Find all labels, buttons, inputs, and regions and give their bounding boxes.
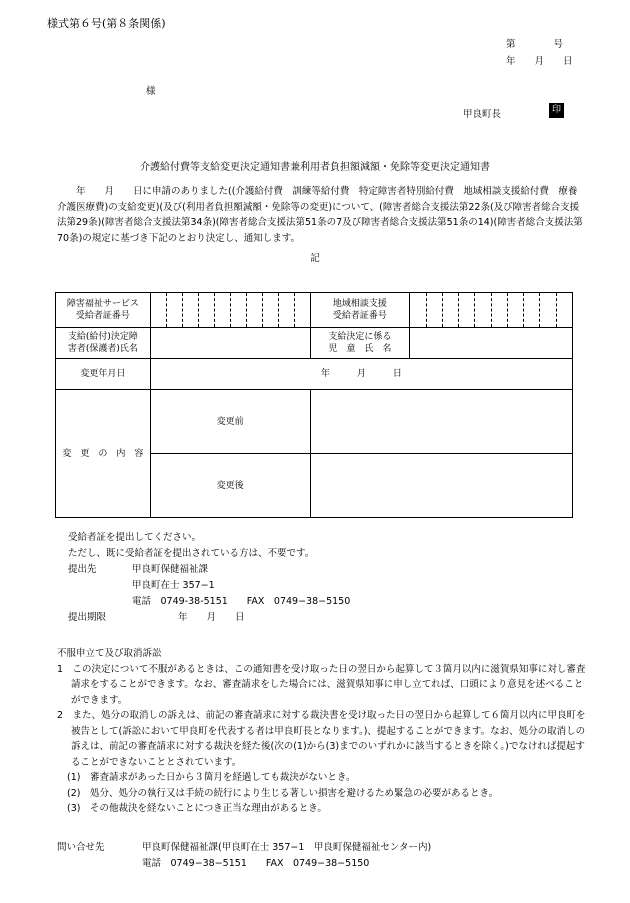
contact-section xyxy=(57,840,431,872)
submit-phone: 電話 0749-38-5151 FAX 0749−38−5150 xyxy=(132,596,351,607)
appeal-item-1: (1) 審査請求があった日から３箇月を経過しても裁決がないとき。 xyxy=(67,772,356,783)
submit-to-label: 提出先 xyxy=(68,564,97,575)
contact-label: 問い合せ先 xyxy=(57,842,105,853)
deadline-value: 年 月 日 xyxy=(178,612,245,623)
body-paragraph: 年 月 日に申請のありました((介護給付費 訓練等給付費 特定障害者特別給付費 地域相談支援給付費 療養介護医療費)の支給変更)(及び(利用者負担額減額・免除等の変更)について、(障害者総合支援法第22条(及び障害者総合支援法第29条)(障害者総合支援法第34条)(障害者総合支援法第51条の7及び障害者総合支援法第51条の14)(障害者総合支援法第70条)の規定に基づき下記のとおり決定し、通知します。 xyxy=(57,186,583,244)
addressee-suffix: 様 xyxy=(146,86,156,97)
change-after-label: 変更後 xyxy=(150,454,310,518)
contact-phone: 電話 0749−38−5151 FAX 0749−38−5150 xyxy=(142,858,370,869)
regional-number-boxes[interactable] xyxy=(410,293,573,328)
beneficiary-name-field[interactable] xyxy=(150,328,310,359)
change-after-field[interactable] xyxy=(310,454,573,518)
child-name-label: 支給決定に係る 児 童 氏 名 xyxy=(310,328,410,359)
ki-heading: 記 xyxy=(310,253,320,264)
deadline-label: 提出期限 xyxy=(68,612,107,623)
submission-notes xyxy=(68,530,518,626)
appeal-item-3: (3) その他裁決を経ないことにつき正当な理由があるとき。 xyxy=(67,803,327,814)
seal-stamp: 印 xyxy=(549,103,564,118)
regional-number-label: 地域相談支援 受給者証番号 xyxy=(310,293,410,328)
document-title: 介護給付費等支給変更決定通知書兼利用者負担額減額・免除等変更決定通知書 xyxy=(140,162,490,173)
recipient-number-boxes[interactable] xyxy=(150,293,310,328)
notes-line-1: 受給者証を提出してください。 xyxy=(68,532,202,543)
appeal-paragraph-1: 1 この決定について不服があるときは、この通知書を受け取った日の翌日から起算して３箇月以内に滋賀県知事に対し審査請求をすることができます。なお、審査請求をした場合には、滋賀県知事に申し立てれば、口頭により意見を述べることができます。 xyxy=(57,663,586,706)
beneficiary-name-label: 支給(給付)決定障 害者(保護者)氏名 xyxy=(56,328,151,359)
appeal-paragraph-2: 2 また、処分の取消しの訴えは、前記の審査請求に対する裁決書を受け取った日の翌日から起算して６箇月以内に甲良町を被告として(訴訟において甲良町を代表する者は甲良町長となります。)、提起することができます。なお、処分の取消しの訴えは、前記の審査請求に対する裁決を経た後(次の(1)から(3)までのいずれかに該当するときを除く。)でなければ提起することができないこととされています。 xyxy=(57,710,586,768)
submit-org: 甲良町保健福祉課 xyxy=(132,564,209,575)
change-date-value[interactable]: 年 月 日 xyxy=(150,359,572,390)
change-date-label: 変更年月日 xyxy=(56,359,151,390)
appeal-item-2: (2) 処分、処分の執行又は手続の続行により生じる著しい損害を避けるため緊急の必要があるとき。 xyxy=(67,787,499,799)
decision-table xyxy=(55,292,573,518)
issuer-name: 甲良町長 xyxy=(463,109,502,120)
change-content-label: 変 更 の 内 容 xyxy=(56,390,151,518)
child-name-field[interactable] xyxy=(410,328,573,359)
submit-address: 甲良町在士 357−1 xyxy=(132,580,215,591)
contact-org: 甲良町保健福祉課(甲良町在士 357−1 甲良町保健福祉センター内) xyxy=(142,842,432,853)
change-before-field[interactable] xyxy=(310,390,573,454)
notes-line-2: ただし、既に受給者証を提出されている方は、不要です。 xyxy=(68,548,315,559)
appeal-section xyxy=(57,646,589,817)
form-number: 様式第６号(第８条関係) xyxy=(47,17,166,30)
recipient-number-label: 障害福祉サービス 受給者証番号 xyxy=(56,293,151,328)
issue-date: 年 月 日 xyxy=(506,56,573,67)
document-number: 第 号 xyxy=(506,39,564,50)
appeal-heading: 不服申立て及び取消訴訟 xyxy=(57,648,162,659)
change-before-label: 変更前 xyxy=(150,390,310,454)
